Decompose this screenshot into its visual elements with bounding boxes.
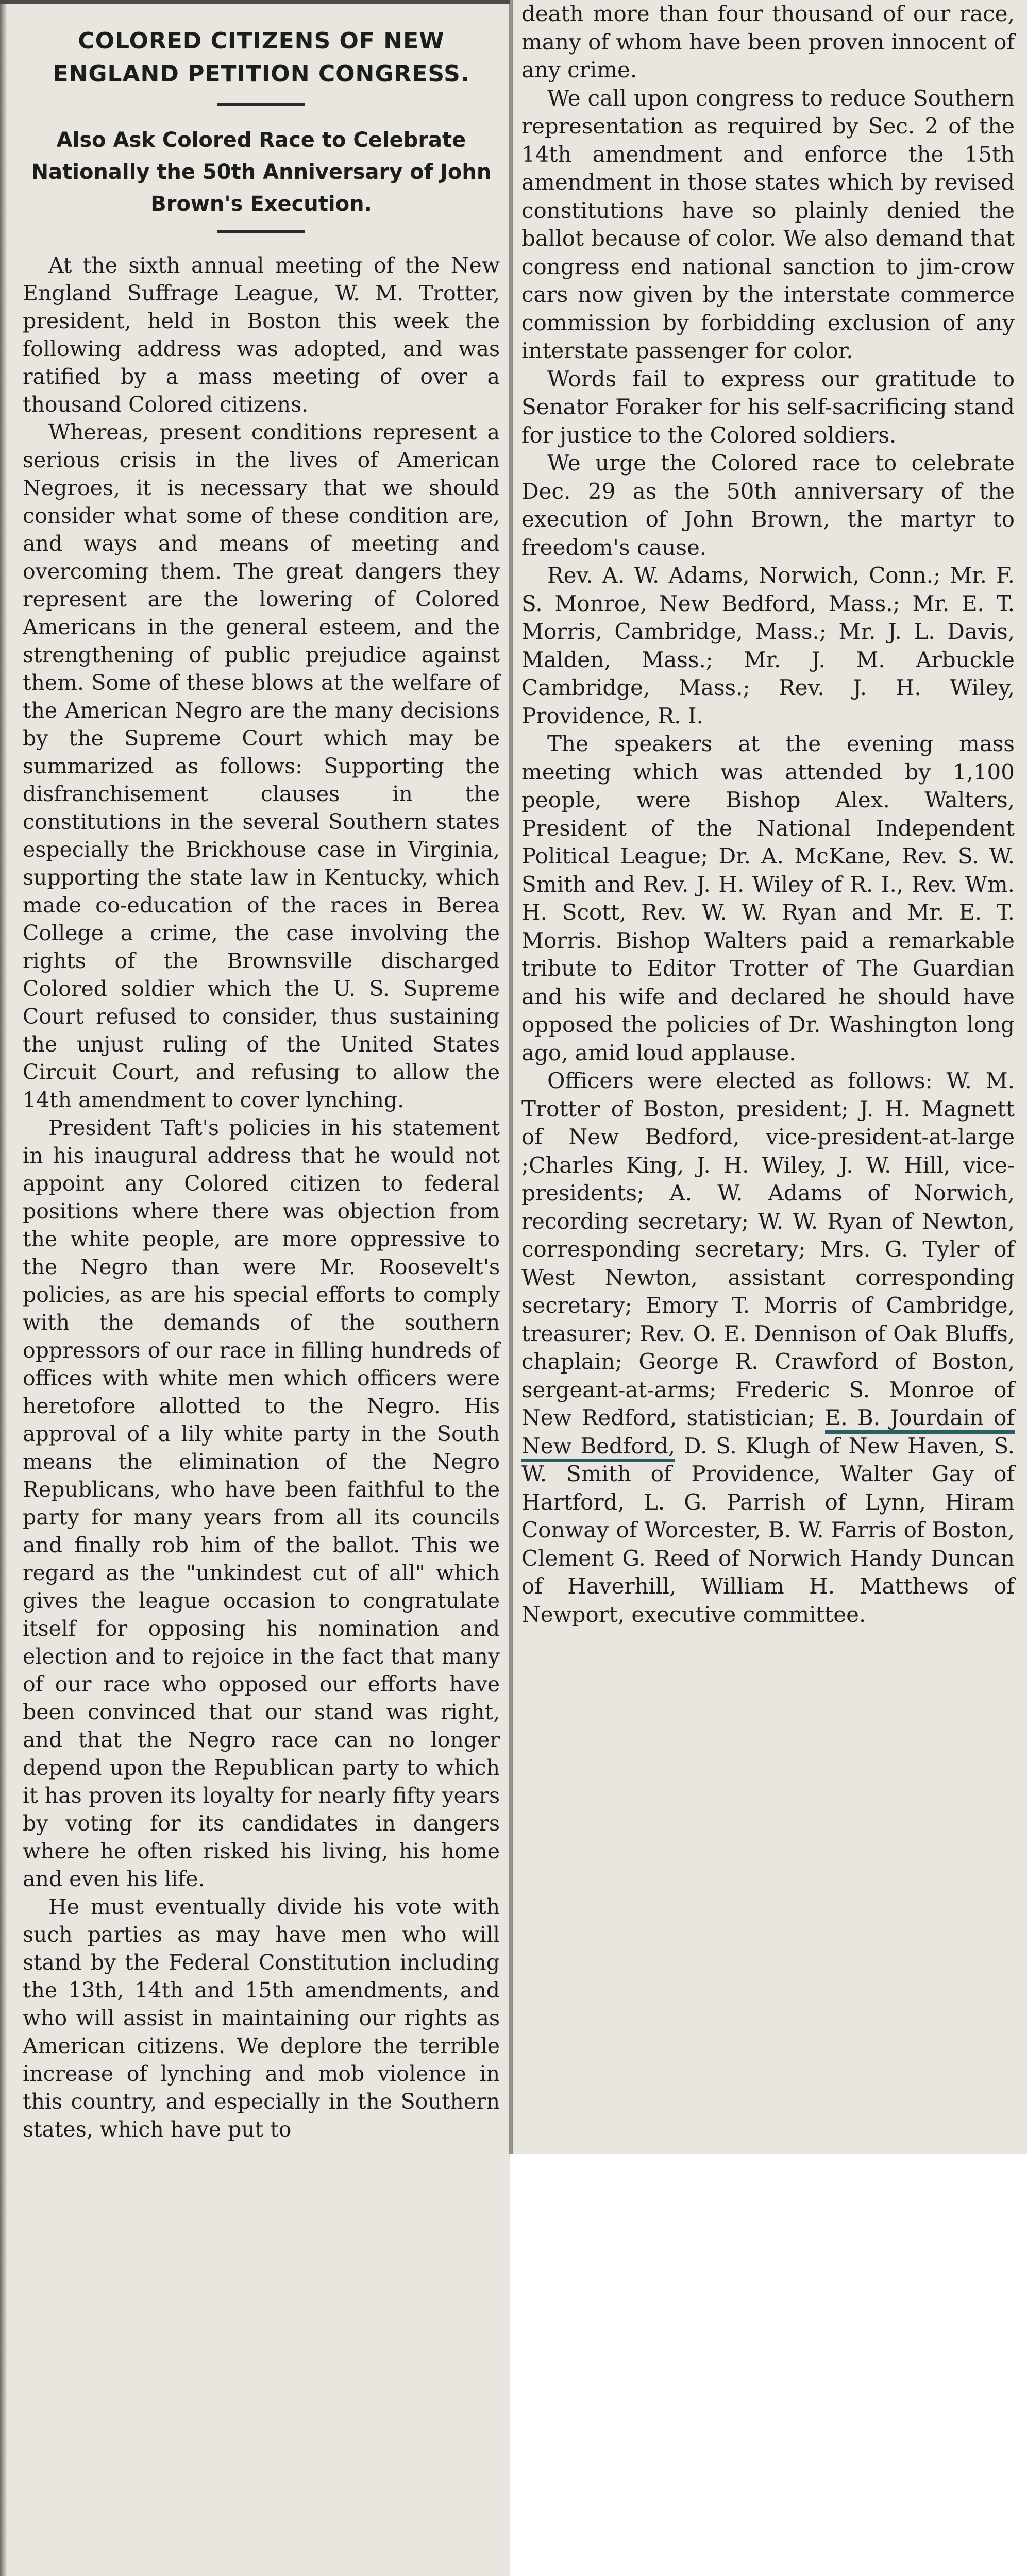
- left-column: [0, 0, 510, 2576]
- paragraph-evening-meeting: The speakers at the evening mass meeting which was attended by 1,100 people, were Bishop Alex. Walters, President of the National Independent Political League; Dr. A. McKane, Rev. S. W. Smith and Rev. J. H. Wiley of R. I., Rev. Wm. H. Scott, Rev. W. W. Ryan and Mr. E. T. Morris. Bishop Walters paid a remarkable tribute to Editor Trotter of The Guardian and his wife and declared he should have opposed the policies of Dr. Washington long ago, amid loud applause.: [521, 731, 1015, 1065]
- paragraph-committee-names: Rev. A. W. Adams, Norwich, Conn.; Mr. F. S. Monroe, New Bedford, Mass.; Mr. E. T. Morris, Cambridge, Mass.; Mr. J. L. Davis, Malden, Mass.; Mr. J. M. Arbuckle Cambridge, Mass.; Rev. J. H. Wiley, Providence, R. I.: [521, 563, 1015, 728]
- subhead-divider: [217, 230, 305, 233]
- paragraph-taft-policies: President Taft's policies in his statement in his inaugural address that he would not appoint any Colored citizen to federal positions where there was objection from the white people, are more oppressive to the Negro than were Mr. Roosevelt's policies, as are his special efforts to comply with the demands of the southern oppressors of our race in filling hundreds of offices with white men which officers were heretofore allotted to the Negro. His approval of a lily white party in the South means the elimination of the Negro Republicans, who have been faithful to the party for many years from all its councils and finally rob him of the ballot. This we regard as the "unkindest cut of all" which gives the league occasion to congratulate itself for opposing his nomination and election and to rejoice in the fact that many of our race who opposed our efforts have been convinced that our stand was right, and that the Negro race can no longer depend upon the Republican party to which it has proven its loyalty for nearly fifty years by voting for its candidates in dangers where he often risked his living, his home and even his life.: [23, 1115, 500, 1891]
- paragraph-continuation: death more than four thousand of our race, many of whom have been proven innocent of any crime.: [521, 1, 1015, 82]
- paragraph-divide-vote: He must eventually divide his vote with such parties as may have men who will stand by the Federal Constitution including the 13th, 14th and 15th amendments, and who will assist in maintaining our rights as American citizens. We deplore the terrible increase of lynching and mob violence in this country, and especially in the Southern states, which have put to: [23, 1894, 500, 2142]
- highlighted-name: E. B. Jourdain of New Bedford,: [521, 1405, 1015, 1462]
- officers-text-before: Officers were elected as follows: W. M. Trotter of Boston, president; J. H. Magnett of New Bedford, vice-president-at-large ;Charles King, J. H. Wiley, J. W. Hill, vice-presidents; A. W. Adams of Norwich, recording secretary; W. W. Ryan of Newton, corresponding secretary; Mrs. G. Tyler of West Newton, assistant corresponding secretary; Emory T. Morris of Cambridge, treasurer; Rev. O. E. Dennison of Oak Bluffs, chaplain; George R. Crawford of Boston, sergeant-at-arms; Frederic S. Monroe of New Redford, statistician;: [521, 1068, 1015, 1430]
- paragraph-foraker: Words fail to express our gratitude to Senator Foraker for his self-sacrificing stand for justice to the Colored soldiers.: [521, 366, 1015, 448]
- paragraph-congress-demands: We call upon congress to reduce Southern representation as required by Sec. 2 of the 14th amendment and enforce the 15th amendment in those states which by revised constitutions have so plainly denied the ballot because of color. We also demand that congress end national sanction to jim-crow cars now given by the interstate commerce commission by forbidding exclusion of any interstate passenger for color.: [521, 85, 1015, 363]
- headline-divider: [217, 103, 305, 106]
- column-separator: [509, 0, 513, 2154]
- paragraph-whereas: Whereas, present conditions represent a serious crisis in the lives of American Negroes, it is necessary that we should consider what some of these condition are, and ways and means of meeting and overcoming them. The great dangers they represent are the lowering of Colored Americans in the general esteem, and the strengthening of public prejudice against them. Some of these blows at the welfare of the American Negro are the many decisions by the Supreme Court which may be summarized as follows: Supporting the disfranchisement clauses in the constitutions in the several Southern states especially the Brickhouse case in Virginia, supporting the state law in Kentucky, which made co-education of the races in Berea College a crime, the case involving the rights of the Brownsville discharged Colored soldier which the U. S. Supreme Court refused to consider, thus sustaining the unjust ruling of the United States Circuit Court, and refusing to allow the 14th amendment to cover lynching.: [23, 420, 500, 1112]
- right-column: [512, 0, 1027, 2154]
- paragraph-officers: [521, 1067, 1015, 1629]
- paragraph-john-brown: We urge the Colored race to celebrate Dec. 29 as the 50th anniversary of the execution of John Brown, the martyr to freedom's cause.: [521, 450, 1015, 560]
- article-subheadline: Also Ask Colored Race to Celebrate Nationally the 50th Anniversary of John Brown's Execution.: [31, 128, 492, 216]
- article-headline: COLORED CITIZENS OF NEW ENGLAND PETITION CONGRESS.: [53, 28, 470, 87]
- officers-text-after: D. S. Klugh of New Haven, S. W. Smith of Providence, Walter Gay of Hartford, L. G. Parrish of Lynn, Hiram Conway of Worcester, B. W. Farris of Boston, Clement G. Reed of Norwich Handy Duncan of Haverhill, William H. Matthews of Newport, executive committee.: [521, 1433, 1015, 1627]
- top-border-rule: [0, 0, 510, 4]
- scan-edge-shadow: [0, 0, 7, 2576]
- paragraph-intro: At the sixth annual meeting of the New England Suffrage League, W. M. Trotter, president, held in Boston this week the following address was adopted, and was ratified by a mass meeting of over a thousand Colored citizens.: [23, 253, 500, 417]
